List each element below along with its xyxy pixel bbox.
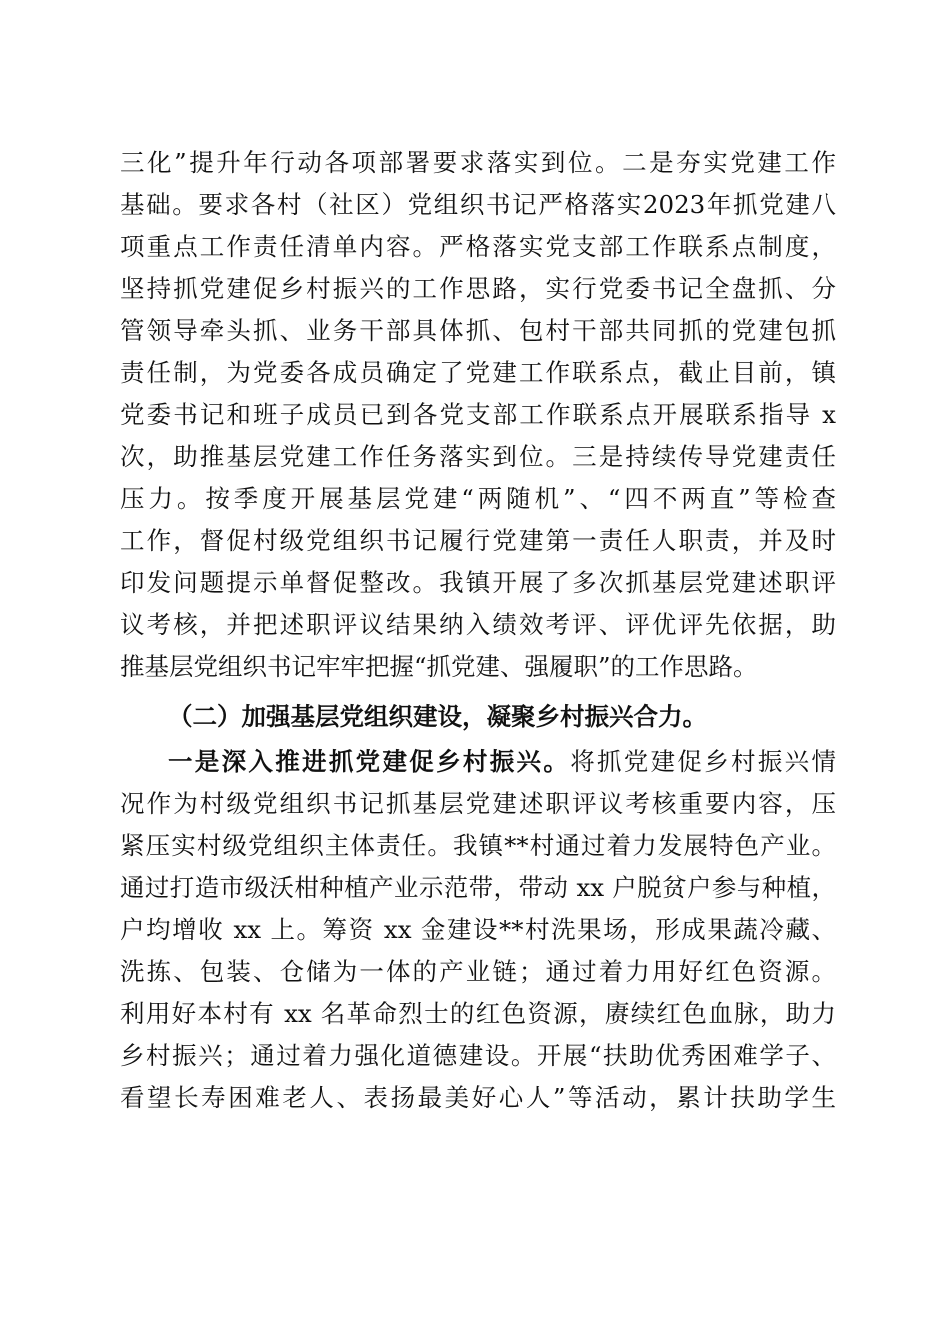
paragraph-line: 紧压实村级党组织主体责任。我镇**村通过着力发展特色产业。 [120,831,836,860]
paragraph-line: 通过打造市级沃柑种植产业示范带，带动 xx 户脱贫户参与种植， [120,873,836,902]
paragraph-line: 印发问题提示单督促整改。我镇开展了多次抓基层党建述职评 [120,568,836,597]
paragraph-line: 看望长寿困难老人、表扬最美好心人”等活动，累计扶助学生 [120,1083,836,1112]
paragraph-line: 党委书记和班子成员已到各党支部工作联系点开展联系指导 x [120,400,836,429]
paragraph-line: 坚持抓党建促乡村振兴的工作思路，实行党委书记全盘抓、分 [120,274,836,303]
paragraph-line: 责任制，为党委各成员确定了党建工作联系点，截止目前，镇 [120,358,836,387]
paragraph-line: 三化”提升年行动各项部署要求落实到位。二是夯实党建工作 [120,148,836,177]
paragraph-line: 利用好本村有 xx 名革命烈士的红色资源，赓续红色血脉，助力 [120,999,836,1028]
paragraph-lead: 一是深入推进抓党建促乡村振兴。 [168,747,571,776]
paragraph-line: 洗拣、包装、仓储为一体的产业链；通过着力用好红色资源。 [120,957,836,986]
section-heading: （二）加强基层党组织建设，凝聚乡村振兴合力。 [168,702,707,731]
paragraph-line: 乡村振兴；通过着力强化道德建设。开展“扶助优秀困难学子、 [120,1041,836,1070]
paragraph-line: 管领导牵头抓、业务干部具体抓、包村干部共同抓的党建包抓 [120,316,836,345]
paragraph-lead-rest: 将抓党建促乡村振兴情 [570,747,836,776]
paragraph-line: 况作为村级党组织书记抓基层党建述职评议考核重要内容，压 [120,789,836,818]
paragraph-first-line [168,742,836,782]
paragraph-line: 户均增收 xx 上。筹资 xx 金建设**村洗果场，形成果蔬冷藏、 [120,915,836,944]
paragraph-line: 工作，督促村级党组织书记履行党建第一责任人职责，并及时 [120,526,836,555]
paragraph-line: 议考核，并把述职评议结果纳入绩效考评、评优评先依据，助 [120,610,836,639]
paragraph-line: 项重点工作责任清单内容。严格落实党支部工作联系点制度， [120,232,836,261]
paragraph-line: 推基层党组织书记牢牢把握“抓党建、强履职”的工作思路。 [120,652,758,681]
paragraph-line: 压力。按季度开展基层党建“两随机”、“四不两直”等检查 [120,484,836,513]
paragraph-line: 基础。要求各村（社区）党组织书记严格落实2023年抓党建八 [120,190,836,219]
paragraph-line: 次，助推基层党建工作任务落实到位。三是持续传导党建责任 [120,442,836,471]
